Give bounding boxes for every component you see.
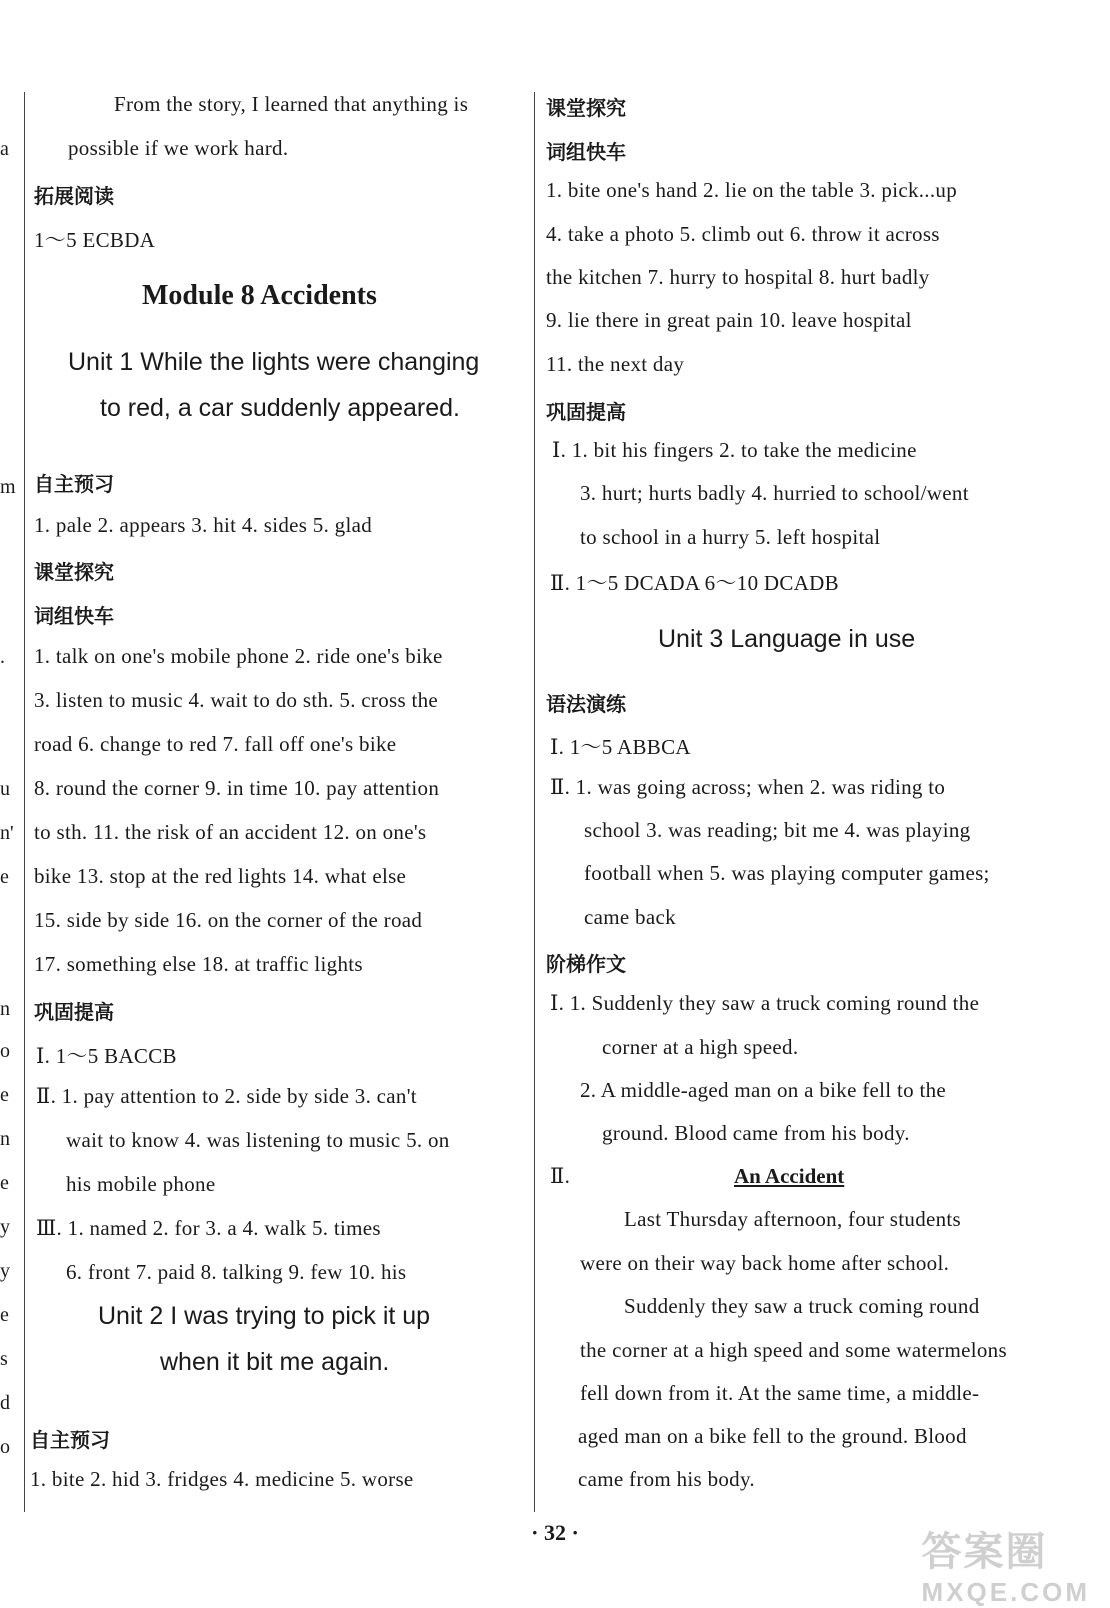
- answer-line: Ⅱ.: [550, 1164, 571, 1188]
- essay-line: Last Thursday afternoon, four students: [624, 1207, 962, 1231]
- answer-line: wait to know 4. was listening to music 5. on: [66, 1128, 450, 1152]
- edge-letter: e: [0, 866, 9, 888]
- phrase-line: bike 13. stop at the red lights 14. what else: [34, 864, 407, 888]
- answer-line: to school in a hurry 5. left hospital: [580, 525, 881, 549]
- edge-letter: y: [0, 1216, 10, 1238]
- essay-line: Suddenly they saw a truck coming round: [624, 1294, 980, 1318]
- answer-line: Ⅰ. 1. Suddenly they saw a truck coming round the: [550, 991, 980, 1015]
- answer-line: 2. A middle-aged man on a bike fell to the: [580, 1078, 947, 1102]
- phrase-line: 1. talk on one's mobile phone 2. ride one's bike: [34, 644, 443, 668]
- section-heading-zizhu2: 自主预习: [30, 1428, 110, 1452]
- edge-letter: n': [0, 822, 14, 844]
- module-title: Module 8 Accidents: [142, 280, 377, 311]
- section-heading-cizu: 词组快车: [546, 140, 626, 164]
- edge-letter: o: [0, 1040, 10, 1062]
- edge-letter: .: [0, 646, 5, 668]
- section-heading-tuozhan: 拓展阅读: [34, 184, 114, 208]
- answer-line: football when 5. was playing computer games;: [584, 861, 990, 885]
- answer-line: his mobile phone: [66, 1172, 216, 1196]
- answer-line: school 3. was reading; bit me 4. was playing: [584, 818, 971, 842]
- unit1-title: Unit 1 While the lights were changing: [68, 348, 480, 376]
- watermark-text: 答案圈: [921, 1530, 1048, 1574]
- section-heading-zizhu: 自主预习: [34, 472, 114, 496]
- edge-letter: n: [0, 1128, 10, 1150]
- page-number: · 32 ·: [531, 1520, 579, 1545]
- section-heading-ketang: 课堂探究: [34, 560, 114, 584]
- essay-line: came from his body.: [578, 1467, 755, 1491]
- answer-line: ground. Blood came from his body.: [602, 1121, 910, 1145]
- column-divider: [534, 92, 535, 1512]
- edge-letter: e: [0, 1084, 9, 1106]
- edge-letter: m: [0, 476, 16, 498]
- watermark-url: MXQE.COM: [921, 1577, 1090, 1607]
- phrase-line: 8. round the corner 9. in time 10. pay attention: [34, 776, 440, 800]
- story-line: From the story, I learned that anything is: [114, 92, 469, 116]
- phrase-line: 1. bite one's hand 2. lie on the table 3. pick...up: [546, 178, 957, 202]
- edge-letter: u: [0, 778, 10, 800]
- watermark-logo: [922, 1520, 1090, 1608]
- phrase-line: 11. the next day: [546, 352, 685, 376]
- edge-letter: e: [0, 1172, 9, 1194]
- answer-line: came back: [584, 905, 676, 929]
- answer-line: 1. pale 2. appears 3. hit 4. sides 5. glad: [34, 513, 373, 537]
- answer-line: Ⅱ. 1. was going across; when 2. was riding to: [550, 775, 946, 799]
- answer-line: 1～5 ECBDA: [34, 228, 156, 252]
- unit3-title: Unit 3 Language in use: [658, 625, 916, 653]
- section-heading-ketang: 课堂探究: [546, 96, 626, 120]
- answer-line: Ⅰ. 1～5 BACCB: [36, 1044, 177, 1068]
- answer-line: 6. front 7. paid 8. talking 9. few 10. his: [66, 1260, 407, 1284]
- unit2-title: when it bit me again.: [160, 1348, 390, 1376]
- answer-line: Ⅰ. 1～5 ABBCA: [550, 735, 691, 759]
- answer-line: Ⅲ. 1. named 2. for 3. a 4. walk 5. times: [36, 1216, 381, 1240]
- answer-line: Ⅰ. 1. bit his fingers 2. to take the medicine: [552, 438, 917, 462]
- essay-line: were on their way back home after school.: [580, 1251, 950, 1275]
- essay-line: fell down from it. At the same time, a middle-: [580, 1381, 980, 1405]
- unit1-title: to red, a car suddenly appeared.: [100, 394, 460, 422]
- answer-line: corner at a high speed.: [602, 1035, 799, 1059]
- left-margin-rule: [24, 92, 25, 1512]
- phrase-line: 17. something else 18. at traffic lights: [34, 952, 363, 976]
- edge-letter: a: [0, 138, 9, 160]
- answer-line: Ⅱ. 1～5 DCADA 6～10 DCADB: [550, 571, 839, 595]
- essay-line: aged man on a bike fell to the ground. Blood: [578, 1424, 967, 1448]
- phrase-line: road 6. change to red 7. fall off one's bike: [34, 732, 397, 756]
- section-heading-cizu: 词组快车: [34, 604, 114, 628]
- edge-letter: d: [0, 1392, 10, 1414]
- section-heading-gonggu: 巩固提高: [34, 1000, 114, 1024]
- edge-letter: n: [0, 998, 10, 1020]
- phrase-line: 3. listen to music 4. wait to do sth. 5. cross the: [34, 688, 439, 712]
- answer-line: 3. hurt; hurts badly 4. hurried to school/went: [580, 481, 969, 505]
- phrase-line: 9. lie there in great pain 10. leave hospital: [546, 308, 912, 332]
- section-heading-yufa: 语法演练: [546, 692, 626, 716]
- edge-letter: e: [0, 1304, 9, 1326]
- edge-letter: s: [0, 1348, 8, 1370]
- phrase-line: 15. side by side 16. on the corner of the road: [34, 908, 423, 932]
- edge-letter: y: [0, 1260, 10, 1282]
- answer-line: 1. bite 2. hid 3. fridges 4. medicine 5. worse: [30, 1467, 414, 1491]
- edge-letter: o: [0, 1436, 10, 1458]
- phrase-line: to sth. 11. the risk of an accident 12. on one's: [34, 820, 427, 844]
- section-heading-jieti: 阶梯作文: [546, 952, 626, 976]
- essay-title: An Accident: [734, 1164, 845, 1188]
- essay-line: the corner at a high speed and some watermelons: [580, 1338, 1007, 1362]
- phrase-line: the kitchen 7. hurry to hospital 8. hurt badly: [546, 265, 930, 289]
- answer-line: Ⅱ. 1. pay attention to 2. side by side 3. can't: [36, 1084, 417, 1108]
- story-line: possible if we work hard.: [68, 136, 289, 160]
- phrase-line: 4. take a photo 5. climb out 6. throw it across: [546, 222, 940, 246]
- unit2-title: Unit 2 I was trying to pick it up: [98, 1302, 431, 1330]
- section-heading-gonggu: 巩固提高: [546, 400, 626, 424]
